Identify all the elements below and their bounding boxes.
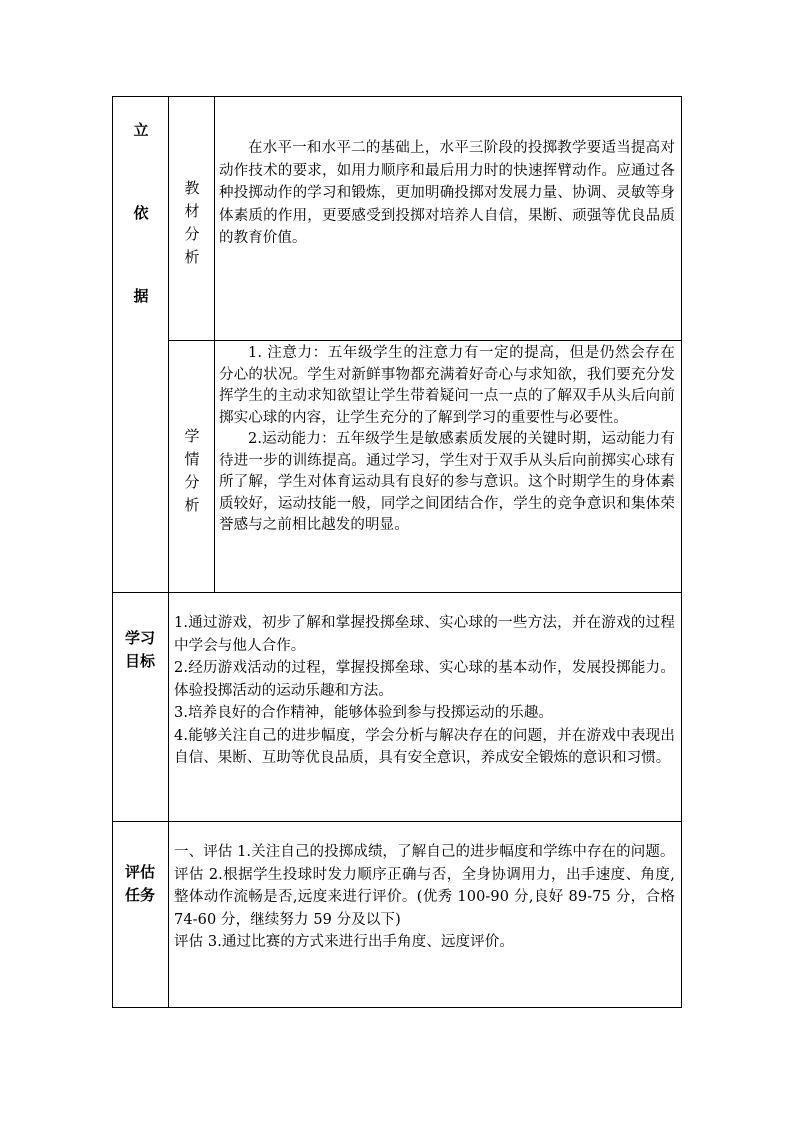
grid-line — [113, 592, 682, 593]
lesson-plan-table — [112, 96, 682, 1008]
basis-label-char-3: 据 — [133, 287, 149, 305]
label-char: 分 — [184, 473, 200, 491]
label-char: 材 — [184, 202, 200, 220]
learning-goal-item: 2.经历游戏活动的过程，掌握投掷垒球、实心球的基本动作，发展投掷能力。体验投掷活动的运动乐趣和方法。 — [174, 660, 675, 699]
learning-goals-label — [113, 627, 167, 673]
student-analysis-text — [219, 343, 675, 537]
grid-line — [168, 340, 682, 341]
material-analysis-text — [219, 137, 675, 250]
assessment-item: 评估 2.根据学生投球时发力顺序正确与否，全身协调用力，出手速度、角度,整体动作流畅是否,远度来进行评价。(优秀 100-90 分,良好 89-75 分，合格 74-60 分，继续努力 59 分及以下) — [174, 866, 675, 928]
assessment-label — [113, 861, 167, 907]
label-char: 析 — [184, 496, 200, 514]
label-line: 学习 — [124, 629, 155, 647]
assessment-text — [174, 841, 675, 954]
label-char: 析 — [184, 248, 200, 266]
grid-line — [168, 592, 169, 1008]
student-analysis-paragraph-2: 2.运动能力：五年级学生是敏感素质发展的关键时期，运动能力有待进一步的训练提高。通过学习，学生对于双手从头后向前掷实心球有所了解，学生对体育运动具有良好的参与意识。这个时期学生的身体素质较好，运动技能一般，同学之间团结合作，学生的竞争意识和集体荣誉感与之前相比越发的明显。 — [219, 431, 675, 533]
grid-line — [168, 97, 169, 592]
label-char: 情 — [184, 450, 200, 468]
label-line: 评估 — [124, 863, 155, 881]
label-line: 目标 — [124, 652, 155, 670]
learning-goal-item: 4.能够关注自己的进步幅度，学会分析与解决存在的问题，并在游戏中表现出自信、果断、互助等优良品质，具有安全意识，养成安全锻炼的意识和习惯。 — [174, 727, 675, 766]
assessment-item: 一、评估 1.关注自己的投掷成绩，了解自己的进步幅度和学练中存在的问题。 — [174, 844, 675, 860]
learning-goal-item: 1.通过游戏，初步了解和掌握投掷垒球、实心球的一些方法，并在游戏的过程中学会与他人合作。 — [174, 615, 675, 654]
assessment-item: 评估 3.通过比赛的方式来进行出手角度、远度评价。 — [174, 934, 514, 950]
learning-goal-item: 3.培养良好的合作精神，能够体验到参与投掷运动的乐趣。 — [174, 705, 554, 721]
label-line: 任务 — [124, 886, 155, 904]
label-char: 学 — [184, 427, 200, 445]
grid-line — [113, 821, 682, 822]
label-char: 教 — [184, 179, 200, 197]
student-analysis-label — [180, 425, 204, 517]
learning-goals-text — [174, 612, 675, 770]
grid-line — [214, 97, 215, 592]
material-analysis-paragraph: 在水平一和水平二的基础上，水平三阶段的投掷教学要适当提高对动作技术的要求，如用力顺序和最后用力时的快速挥臂动作。应通过各种投掷动作的学习和锻炼，更加明确投掷对发展力量、协调、灵敏等身体素质的作用，更要感受到投掷对培养人自信，果断、顽强等优良品质的教育价值。 — [219, 140, 675, 246]
label-char: 分 — [184, 225, 200, 243]
material-analysis-label — [180, 177, 204, 269]
basis-label-char-1: 立 — [133, 121, 149, 139]
student-analysis-paragraph-1: 1. 注意力：五年级学生的注意力有一定的提高，但是仍然会存在分心的状况。学生对新鲜事物都充满着好奇心与求知欲，我们要充分发挥学生的主动求知欲望让学生带着疑问一点一点的了解双手从头后向前掷实心球的内容，让学生充分的了解到学习的重要性与必要性。 — [219, 345, 675, 426]
basis-label-char-2: 依 — [133, 204, 149, 222]
